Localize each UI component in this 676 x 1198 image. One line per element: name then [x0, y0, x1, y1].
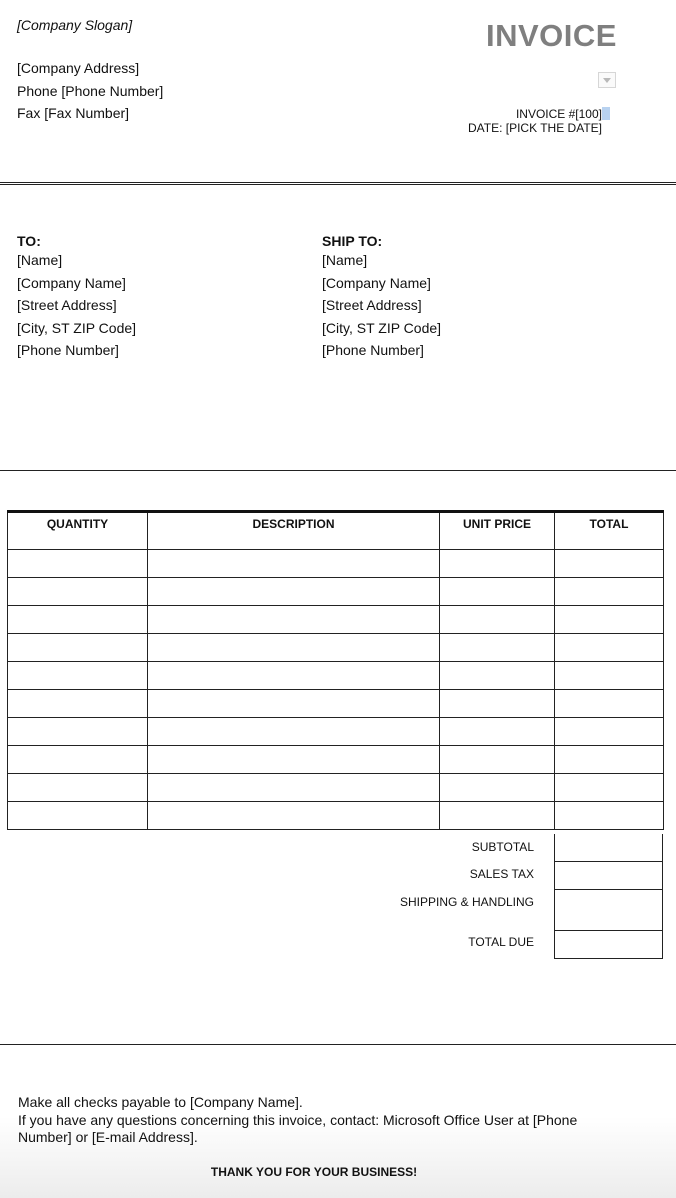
total-cell[interactable] — [555, 718, 664, 746]
unit-price-cell[interactable] — [440, 718, 555, 746]
quantity-cell[interactable] — [8, 550, 148, 578]
thank-you-message[interactable]: THANK YOU FOR YOUR BUSINESS! — [210, 1165, 418, 1179]
table-row — [8, 634, 664, 662]
total-cell[interactable] — [555, 550, 664, 578]
shipping-label: SHIPPING & HANDLING — [399, 895, 534, 909]
table-row — [8, 746, 664, 774]
text-cursor-selection — [602, 107, 610, 120]
table-row — [8, 718, 664, 746]
bill-to-block — [17, 233, 136, 365]
ship-to-header: SHIP TO: — [322, 233, 383, 249]
description-cell[interactable] — [148, 690, 440, 718]
column-header-quantity: QUANTITY — [8, 512, 148, 550]
ship-to-name[interactable]: [Name] — [322, 252, 368, 268]
quantity-cell[interactable] — [8, 746, 148, 774]
subtotal-cell[interactable] — [554, 834, 663, 862]
column-header-total: TOTAL — [555, 512, 664, 550]
bill-to-street[interactable]: [Street Address] — [17, 297, 117, 313]
unit-price-cell[interactable] — [440, 774, 555, 802]
ship-to-street[interactable]: [Street Address] — [322, 297, 422, 313]
bill-to-header: TO: — [17, 233, 41, 249]
description-cell[interactable] — [148, 606, 440, 634]
unit-price-cell[interactable] — [440, 578, 555, 606]
unit-price-cell[interactable] — [440, 690, 555, 718]
quantity-cell[interactable] — [8, 578, 148, 606]
sales-tax-cell[interactable] — [554, 861, 663, 890]
table-header-row — [8, 512, 664, 550]
invoice-number[interactable]: INVOICE #[100] — [515, 107, 602, 121]
unit-price-cell[interactable] — [440, 634, 555, 662]
table-row — [8, 606, 664, 634]
ship-to-block — [322, 233, 441, 365]
invoice-date[interactable]: DATE: [PICK THE DATE] — [467, 121, 602, 135]
unit-price-cell[interactable] — [440, 746, 555, 774]
description-cell[interactable] — [148, 662, 440, 690]
table-row — [8, 774, 664, 802]
subtotal-label: SUBTOTAL — [471, 840, 534, 854]
quantity-cell[interactable] — [8, 690, 148, 718]
description-cell[interactable] — [148, 718, 440, 746]
column-header-unit-price: UNIT PRICE — [440, 512, 555, 550]
chevron-down-icon — [603, 78, 611, 83]
unit-price-cell[interactable] — [440, 606, 555, 634]
quantity-cell[interactable] — [8, 662, 148, 690]
total-cell[interactable] — [555, 662, 664, 690]
company-fax[interactable]: Fax [Fax Number] — [17, 105, 130, 121]
company-slogan[interactable]: [Company Slogan] — [17, 17, 133, 33]
description-cell[interactable] — [148, 634, 440, 662]
checks-payable-note[interactable]: Make all checks payable to [Company Name]. — [18, 1094, 303, 1110]
total-cell[interactable] — [555, 802, 664, 830]
quantity-cell[interactable] — [8, 774, 148, 802]
company-phone[interactable]: Phone [Phone Number] — [17, 82, 164, 99]
table-row — [8, 802, 664, 830]
description-cell[interactable] — [148, 746, 440, 774]
total-cell[interactable] — [555, 774, 664, 802]
total-cell[interactable] — [555, 690, 664, 718]
address-divider — [0, 470, 676, 471]
quantity-cell[interactable] — [8, 606, 148, 634]
quantity-cell[interactable] — [8, 634, 148, 662]
bill-to-city[interactable]: [City, ST ZIP Code] — [17, 319, 137, 336]
total-cell[interactable] — [555, 578, 664, 606]
header-divider — [0, 182, 676, 185]
bill-to-phone[interactable]: [Phone Number] — [17, 342, 119, 358]
total-cell[interactable] — [555, 634, 664, 662]
total-due-cell[interactable] — [554, 930, 663, 959]
invoice-meta — [468, 107, 610, 135]
unit-price-cell[interactable] — [440, 802, 555, 830]
shipping-cell[interactable] — [554, 889, 663, 931]
total-cell[interactable] — [555, 746, 664, 774]
total-due-label: TOTAL DUE — [468, 935, 534, 949]
ship-to-phone[interactable]: [Phone Number] — [322, 342, 424, 358]
ship-to-company[interactable]: [Company Name] — [322, 274, 431, 291]
sales-tax-label: SALES TAX — [469, 867, 534, 881]
total-cell[interactable] — [555, 606, 664, 634]
quantity-cell[interactable] — [8, 802, 148, 830]
bill-to-company[interactable]: [Company Name] — [17, 274, 126, 291]
description-cell[interactable] — [148, 550, 440, 578]
line-items-table — [7, 510, 664, 830]
table-row — [8, 690, 664, 718]
footer-divider — [0, 1044, 676, 1045]
description-cell[interactable] — [148, 802, 440, 830]
description-cell[interactable] — [148, 578, 440, 606]
table-row — [8, 550, 664, 578]
date-picker-dropdown[interactable] — [598, 72, 616, 88]
description-cell[interactable] — [148, 774, 440, 802]
table-body — [8, 550, 664, 830]
unit-price-cell[interactable] — [440, 550, 555, 578]
unit-price-cell[interactable] — [440, 662, 555, 690]
invoice-title: INVOICE — [486, 18, 617, 53]
bill-to-name[interactable]: [Name] — [17, 252, 63, 268]
footer-notes — [18, 1094, 618, 1147]
ship-to-city[interactable]: [City, ST ZIP Code] — [322, 319, 442, 336]
table-row — [8, 662, 664, 690]
quantity-cell[interactable] — [8, 718, 148, 746]
contact-note[interactable]: If you have any questions concerning this invoice, contact: Microsoft Office User at [Phone Number] or [E-mail Address]. — [18, 1111, 578, 1145]
company-address[interactable]: [Company Address] — [17, 60, 140, 76]
column-header-description: DESCRIPTION — [148, 512, 440, 550]
table-row — [8, 578, 664, 606]
company-info — [17, 57, 163, 125]
